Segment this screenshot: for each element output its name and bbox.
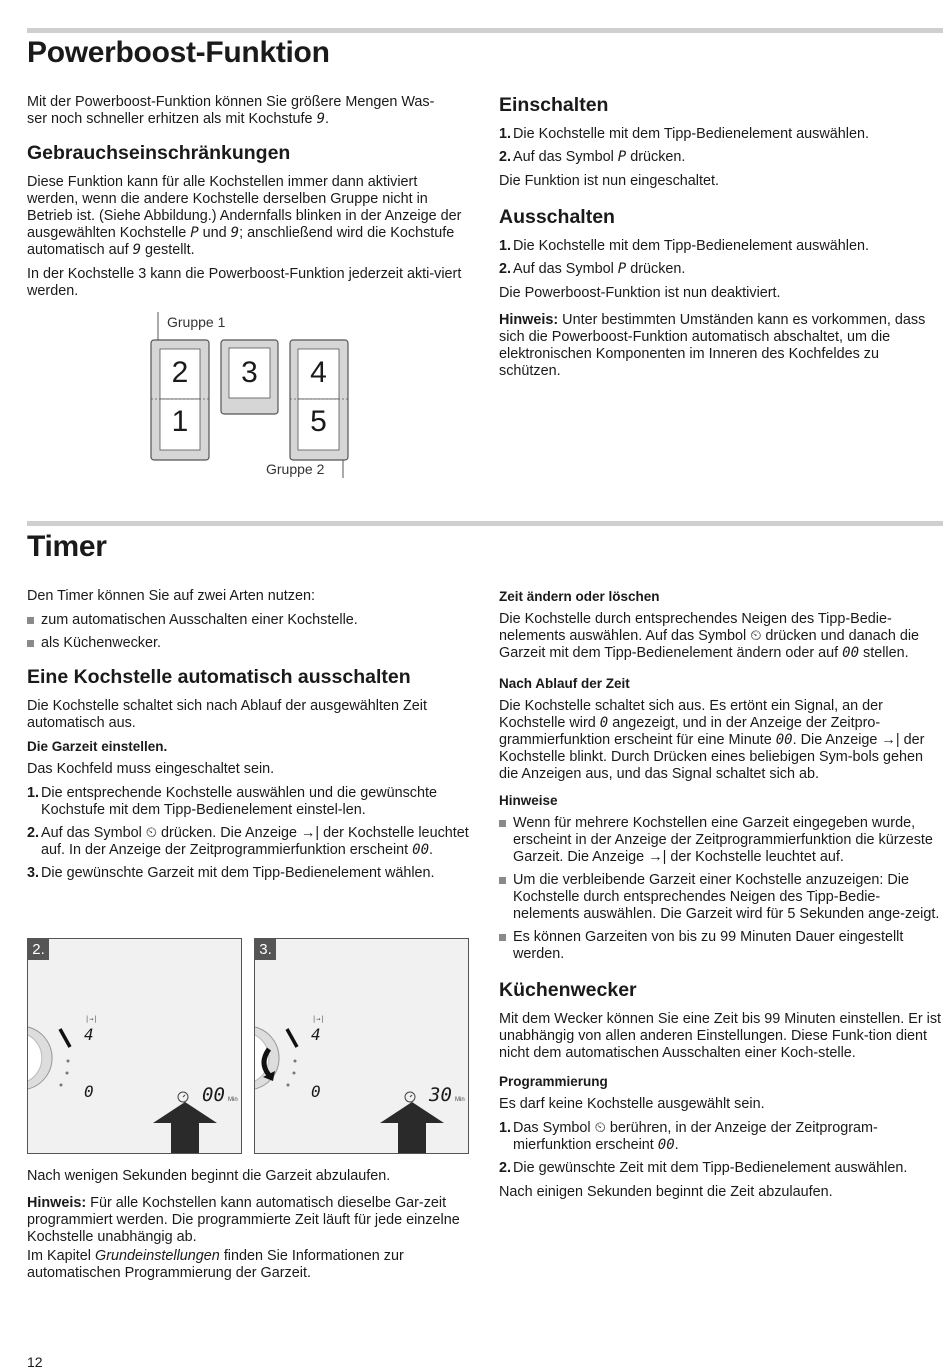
timer-icon: ⏲ — [145, 825, 158, 841]
zone-display-top: 4 — [311, 1025, 321, 1044]
heading-einschalten: Einschalten — [499, 94, 609, 116]
panel-step-label: 3. — [255, 939, 276, 960]
after-paragraph: Nach wenigen Sekunden beginnt die Garzeit abzulaufen. — [27, 1168, 391, 1184]
timer-display: 30 — [429, 1084, 452, 1106]
heading-garzeit: Die Garzeit einstellen. — [27, 739, 168, 754]
auto-paragraph: Die Kochstelle schaltet sich nach Ablauf der ausgewählten Zeit automatisch aus. — [27, 698, 427, 731]
timer-left-column — [27, 588, 472, 889]
zero-symbol: 0 — [599, 715, 609, 731]
timer-left-bottom — [27, 1168, 472, 1289]
zero-zero-symbol: 00 — [775, 732, 793, 748]
ablauf-paragraph: Die Kochstelle schaltet sich aus. Es ertönt ein Signal, an der Kochstelle wird 0 angezeigt, und in der Anzeige der Zeitpro-grammierfunktion erscheint für eine Minute 00. Die Anzeige →| der Kochstelle blinkt. Durch Drücken eines beliebigen Sym-bols gehen die Anzeigen aus, und das Signal schaltet sich ab. — [499, 698, 925, 782]
label-gruppe-2: Gruppe 2 — [266, 461, 325, 477]
gebr-paragraph-2: In der Kochstelle 3 kann die Powerboost-Funktion jederzeit akti-viert werden. — [27, 266, 462, 299]
kapitel-paragraph: Im Kapitel Grundeinstellungen finden Sie Informationen zur automatischen Programmierung der Garzeit. — [27, 1248, 404, 1281]
zero-zero-symbol: 00 — [412, 842, 430, 858]
timer-intro: Den Timer können Sie auf zwei Arten nutzen: — [27, 588, 315, 604]
timer-unit: Min — [455, 1097, 465, 1103]
zone-display-top: 4 — [84, 1025, 94, 1044]
kw-step-1: 1. Das Symbol ⏲ berühren, in der Anzeige der Zeitprogram-mierfunktion erscheint 00. — [499, 1120, 878, 1153]
cooktop-group-diagram — [140, 310, 370, 482]
list-item: Es können Garzeiten von bis zu 99 Minuten Dauer eingestellt werden. — [499, 929, 944, 963]
gebr-paragraph-1: Diese Funktion kann für alle Kochstellen immer dann aktiviert werden, wenn die andere Kochstelle derselben Gruppe nicht in Betrieb ist. (Siehe Abbildung.) Andernfalls blinken in der Anzeige der ausgewählten Kochstelle P und 9; anschließend wird die Kochstufe automatisch auf 9 gestellt. — [27, 174, 462, 258]
timer-hinweis: Hinweis: Für alle Kochstellen kann automatisch dieselbe Gar-zeit programmiert werden. Die programmierte Zeit läuft für jede einzelne Kochstelle unabhängig ab. — [27, 1195, 460, 1245]
section-rule-top — [27, 28, 943, 33]
label-gruppe-1: Gruppe 1 — [167, 314, 226, 330]
ein-step-1: 1. Die Kochstelle mit dem Tipp-Bedienelement auswählen. — [499, 126, 869, 142]
heading-nach-ablauf: Nach Ablauf der Zeit — [499, 676, 630, 691]
timer-unit: Min — [228, 1097, 238, 1103]
ein-step-2: 2. Auf das Symbol P drücken. — [499, 149, 686, 165]
zone-3: 3 — [241, 356, 258, 389]
heading-auto-ausschalten: Eine Kochstelle automatisch ausschalten — [27, 666, 411, 688]
stage-9-symbol: 9 — [132, 242, 142, 258]
heading-gebrauchseinschraenkungen: Gebrauchseinschränkungen — [27, 142, 291, 164]
list-item: zum automatischen Ausschalten einer Kochstelle. — [27, 612, 472, 629]
zero-zero-symbol: 00 — [657, 1137, 675, 1153]
zone-5: 5 — [310, 405, 327, 438]
svg-text:|→|: |→| — [312, 1015, 325, 1023]
timer-right-column — [499, 589, 944, 1208]
panel-step-3 — [254, 938, 469, 1154]
panel-step-label: 2. — [28, 939, 49, 960]
heading-ausschalten: Ausschalten — [499, 206, 615, 228]
list-item: Wenn für mehrere Kochstellen eine Garzeit eingegeben wurde, erscheint in der Anzeige der Zeitprogrammierfunktion die kürzeste Garzeit. Die Anzeige →| der Kochstelle leuchtet auf. — [499, 815, 944, 866]
zeit-paragraph: Die Kochstelle durch entsprechendes Neigen des Tipp-Bedie-nelements auswählen. Auf das Symbol ⏲ drücken und danach die Garzeit mit dem Tipp-Bedienelement ändern oder auf 00 stellen. — [499, 611, 920, 661]
programmierung-paragraph: Es darf keine Kochstelle ausgewählt sein. — [499, 1096, 765, 1112]
arrow-to-bar-icon: →| — [881, 732, 900, 748]
garzeit-step-3: 3. Die gewünschte Garzeit mit dem Tipp-Bedienelement wählen. — [27, 865, 435, 881]
page-number: 12 — [27, 1354, 43, 1370]
garzeit-step-1: 1. Die entsprechende Kochstelle auswählen und die gewünschte Kochstufe mit dem Tipp-Bedienelement einstel-len. — [27, 785, 438, 818]
timer-display: 00 — [202, 1084, 225, 1106]
aus-step-2: 2. Auf das Symbol P drücken. — [499, 261, 686, 277]
heading-zeit-aendern: Zeit ändern oder löschen — [499, 589, 660, 604]
p-symbol: P — [617, 149, 627, 165]
heading-hinweise: Hinweise — [499, 793, 558, 808]
section-title-timer: Timer — [27, 530, 107, 563]
kw-step-2: 2. Die gewünschte Zeit mit dem Tipp-Bedienelement auswählen. — [499, 1160, 908, 1176]
kw-end-paragraph: Nach einigen Sekunden beginnt die Zeit abzulaufen. — [499, 1184, 833, 1200]
heading-programmierung: Programmierung — [499, 1074, 608, 1089]
zone-display-bottom: 0 — [311, 1082, 321, 1101]
section-rule-timer — [27, 521, 943, 526]
powerboost-intro: Mit der Powerboost-Funktion können Sie größere Mengen Was- ser noch schneller erhitzen als mit Kochstufe 9. — [27, 94, 435, 127]
zone-2: 2 — [171, 356, 189, 389]
aus-step-1: 1. Die Kochstelle mit dem Tipp-Bedienelement auswählen. — [499, 238, 869, 254]
section-title-powerboost: Powerboost-Funktion — [27, 36, 330, 69]
svg-text:|→|: |→| — [85, 1015, 98, 1023]
zone-1: 1 — [171, 405, 189, 438]
aus-result: Die Powerboost-Funktion ist nun deaktiviert. — [499, 285, 781, 301]
p-symbol: P — [190, 225, 199, 241]
stage-9-symbol: 9 — [316, 111, 325, 127]
list-item: Um die verbleibende Garzeit einer Kochstelle anzuzeigen: Die Kochstelle durch entsprechendes Neigen des Tipp-Bedie-nelements auswählen. Die Garzeit wird für 5 Sekunden ange-zeigt. — [499, 872, 944, 923]
heading-kuechenwecker: Küchenwecker — [499, 979, 637, 1001]
zone-4: 4 — [310, 356, 327, 389]
p-symbol: P — [617, 261, 627, 277]
garzeit-paragraph: Das Kochfeld muss eingeschaltet sein. — [27, 761, 275, 777]
garzeit-step-2: 2. Auf das Symbol ⏲ drücken. Die Anzeige →| der Kochstelle leuchtet auf. In der Anzeige der Zeitprogrammierfunktion erscheint 00. — [27, 825, 469, 858]
kuechenwecker-paragraph: Mit dem Wecker können Sie eine Zeit bis 99 Minuten einstellen. Er ist unabhängig von allen anderen Einstellungen. Diese Funk-tion dient nicht dem automatischen Ausschalten einer Koch-stelle. — [499, 1011, 942, 1061]
timer-icon: ⏲ — [594, 1120, 606, 1136]
powerboost-right-column — [499, 94, 944, 387]
powerboost-left-column — [27, 94, 472, 307]
zero-zero-symbol: 00 — [842, 645, 860, 661]
panel-step-2 — [27, 938, 242, 1154]
powerboost-hinweis: Hinweis: Unter bestimmten Umständen kann es vorkommen, dass sich die Powerboost-Funktion automatisch abschaltet, um die elektronischen Komponenten im Inneren des Kochfeldes zu schützen. — [499, 312, 926, 379]
timer-icon: ⏲ — [750, 628, 762, 644]
zone-display-bottom: 0 — [84, 1082, 94, 1101]
stage-9-symbol: 9 — [230, 225, 240, 241]
ein-result: Die Funktion ist nun eingeschaltet. — [499, 173, 719, 189]
list-item: als Küchenwecker. — [27, 635, 472, 652]
arrow-to-bar-icon: →| — [648, 849, 667, 865]
arrow-to-bar-icon: →| — [301, 825, 320, 841]
